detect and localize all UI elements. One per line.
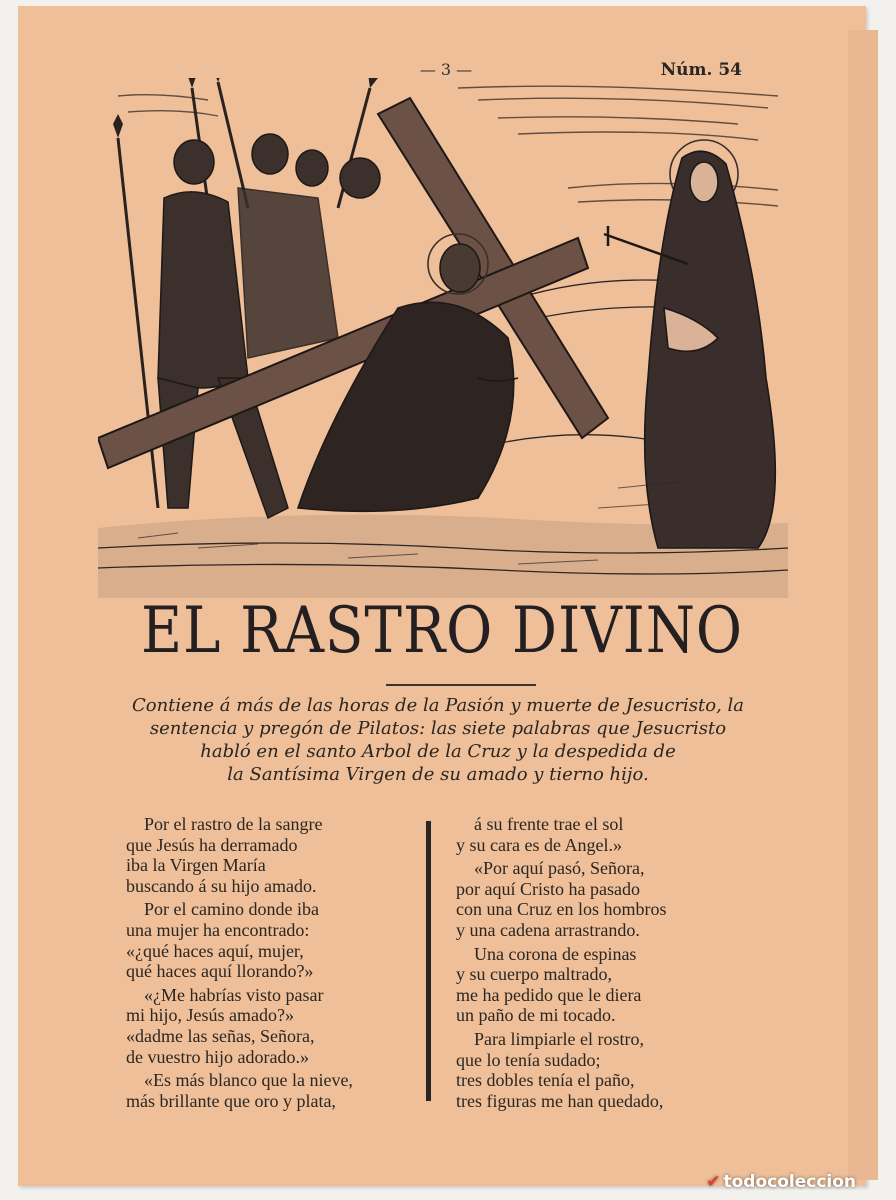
stanza	[456, 814, 746, 855]
verse-line: tres figuras me han quedado,	[456, 1090, 664, 1111]
verse-line: «¿Me habrías visto pasar	[144, 984, 324, 1005]
verse-line: una mujer ha encontrado:	[126, 919, 310, 940]
verse-line: y su cara es de Angel.»	[456, 834, 622, 855]
verse-line: me ha pedido que le diera	[456, 984, 642, 1005]
watermark-text: todocoleccion	[723, 1172, 856, 1192]
verse-line: «Por aquí pasó, Señora,	[474, 858, 645, 879]
verse-line: y su cuerpo maltrado,	[456, 964, 612, 985]
title-rule	[386, 684, 536, 686]
checkmark-icon: ✔	[706, 1172, 721, 1192]
verse-line: un paño de mi tocado.	[456, 1005, 616, 1026]
verse-line: Una corona de espinas	[474, 943, 637, 964]
poem-column-right	[456, 814, 746, 1114]
page-number: — 3 —	[419, 60, 473, 79]
document-title: EL RASTRO DIVINO	[141, 594, 743, 668]
subtitle-line: sentencia y pregón de Pilatos: las siete palabras que Jesucristo	[149, 718, 727, 739]
watermark	[706, 1172, 856, 1192]
document-page	[18, 6, 866, 1186]
verse-line: «Es más blanco que la nieve,	[144, 1070, 353, 1091]
verse-line: á su frente trae el sol	[474, 814, 624, 834]
verse-line: Para limpiarle el rostro,	[474, 1028, 644, 1049]
stanza	[126, 899, 416, 981]
verse-line: buscando á su hijo amado.	[126, 875, 317, 896]
stanza	[456, 1029, 746, 1111]
verse-line: qué haces aquí llorando?»	[126, 961, 314, 982]
page-edge	[848, 30, 878, 1180]
verse-line: «dadme las señas, Señora,	[126, 1025, 315, 1046]
verse-line: que Jesús ha derramado	[126, 834, 298, 855]
stanza	[126, 985, 416, 1067]
verse-line: por aquí Cristo ha pasado	[456, 878, 640, 899]
subtitle-line: Contiene á más de las horas de la Pasión y muerte de Jesucristo, la	[131, 695, 745, 716]
column-divider	[426, 821, 431, 1101]
verse-line: Por el rastro de la sangre	[144, 814, 323, 834]
subtitle	[88, 694, 788, 786]
stanza	[456, 858, 746, 940]
verse-line: de vuestro hijo adorado.»	[126, 1046, 309, 1067]
subtitle-line: la Santísima Virgen de su amado y tierno hijo.	[227, 764, 649, 785]
verse-line: Por el camino donde iba	[144, 899, 319, 920]
verse-line: tres dobles tenía el paño,	[456, 1070, 635, 1091]
stanza	[126, 1070, 416, 1111]
engraving-illustration	[98, 78, 788, 598]
verse-line: que lo tenía sudado;	[456, 1049, 601, 1070]
verse-line: más brillante que oro y plata,	[126, 1090, 336, 1111]
verse-line: iba la Virgen María	[126, 855, 266, 876]
verse-line: «¿qué haces aquí, mujer,	[126, 940, 304, 961]
verse-line: con una Cruz en los hombros	[456, 899, 667, 920]
poem-column-left	[126, 814, 416, 1114]
issue-number: Núm. 54	[660, 60, 742, 80]
verse-line: y una cadena arrastrando.	[456, 919, 640, 940]
verse-line: mi hijo, Jesús amado?»	[126, 1005, 294, 1026]
stanza	[456, 944, 746, 1026]
subtitle-line: habló en el santo Arbol de la Cruz y la despedida de	[200, 741, 676, 762]
stanza	[126, 814, 416, 896]
